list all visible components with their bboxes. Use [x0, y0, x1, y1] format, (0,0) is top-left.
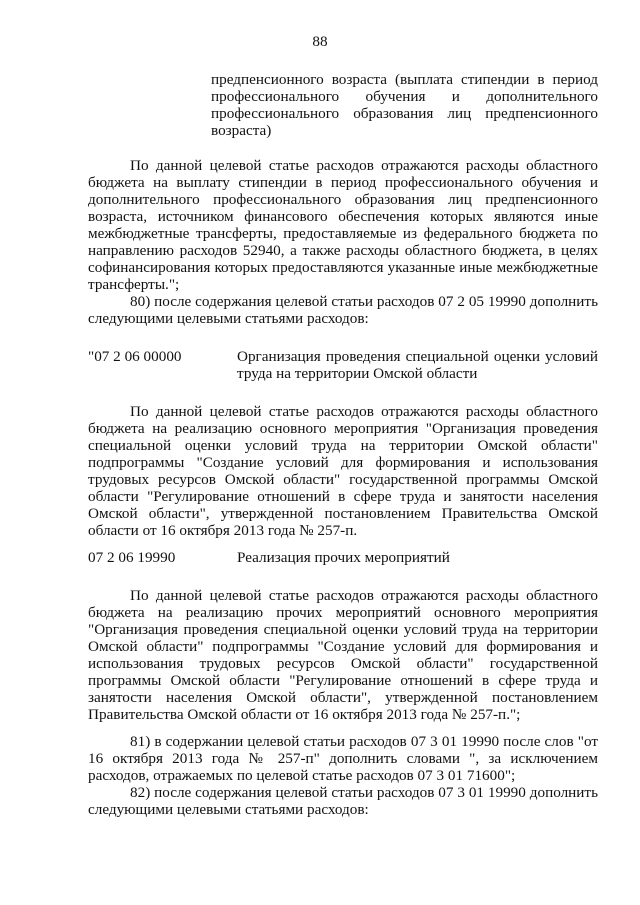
- paragraph-item-80: 80) после содержания целевой статьи расходов 07 2 05 19990 дополнить следующими целевыми статьями расходов:: [88, 293, 598, 327]
- paragraphs-top: [88, 157, 598, 327]
- target-code: 07 2 06 19990: [88, 549, 176, 566]
- entry1-description: По данной целевой статье расходов отражаются расходы областного бюджета на реализацию основного мероприятия "Организация проведения специальной оценки условий труда на территории Омской области" подпрограммы "Создание условий для формирования и использования трудовых ресурсов Омской области" государственной программы Омской области "Регулирование отношений в сфере труда и занятости населения Омской области", утвержденной постановлением Правительства Омской области от 16 октября 2013 года № 257-п.: [88, 403, 598, 539]
- paragraph-description-52940: По данной целевой статье расходов отражаются расходы областного бюджета на выплату стипендии в период профессионального обучения и дополнительного профессионального образования лиц предпенсионного возраста, источником финансового обеспечения которых являются иные межбюджетные трансферты, предоставляемые из федерального бюджета по направлению расходов 52940, а также расходы областного бюджета, в целях софинансирования которых предоставляются указанные иные межбюджетные трансферты.";: [88, 157, 598, 293]
- target-title: Организация проведения специальной оценки условий труда на территории Омской области: [237, 348, 598, 382]
- entry2-description: По данной целевой статье расходов отражаются расходы областного бюджета на реализацию прочих мероприятий основного мероприятия "Организация проведения специальной оценки условий труда на территории Омской области" подпрограммы "Создание условий для формирования и использования трудовых ресурсов Омской области" государственной программы Омской области "Регулирование отношений в сфере труда и занятости населения Омской области", утвержденной постановлением Правительства Омской области от 16 октября 2013 года № 257-п.";: [88, 587, 598, 723]
- paragraphs-bottom: [88, 733, 598, 818]
- paragraph-item-82: 82) после содержания целевой статьи расходов 07 3 01 19990 дополнить следующими целевыми статьями расходов:: [88, 784, 598, 818]
- target-code: "07 2 06 00000: [88, 348, 182, 365]
- page-number: 88: [312, 33, 328, 50]
- paragraph-item-81: 81) в содержании целевой статьи расходов 07 3 01 19990 после слов "от 16 октября 2013 года № 257-п" дополнить словами ", за исключением расходов, отражаемых по целевой статье расходов 07 3 01 71600";: [88, 733, 598, 784]
- target-title: Реализация прочих мероприятий: [237, 549, 450, 566]
- continued-target-title: предпенсионного возраста (выплата стипендии в период профессионального обучения и дополнительного профессионального образования лиц предпенсионного возраста): [211, 71, 598, 139]
